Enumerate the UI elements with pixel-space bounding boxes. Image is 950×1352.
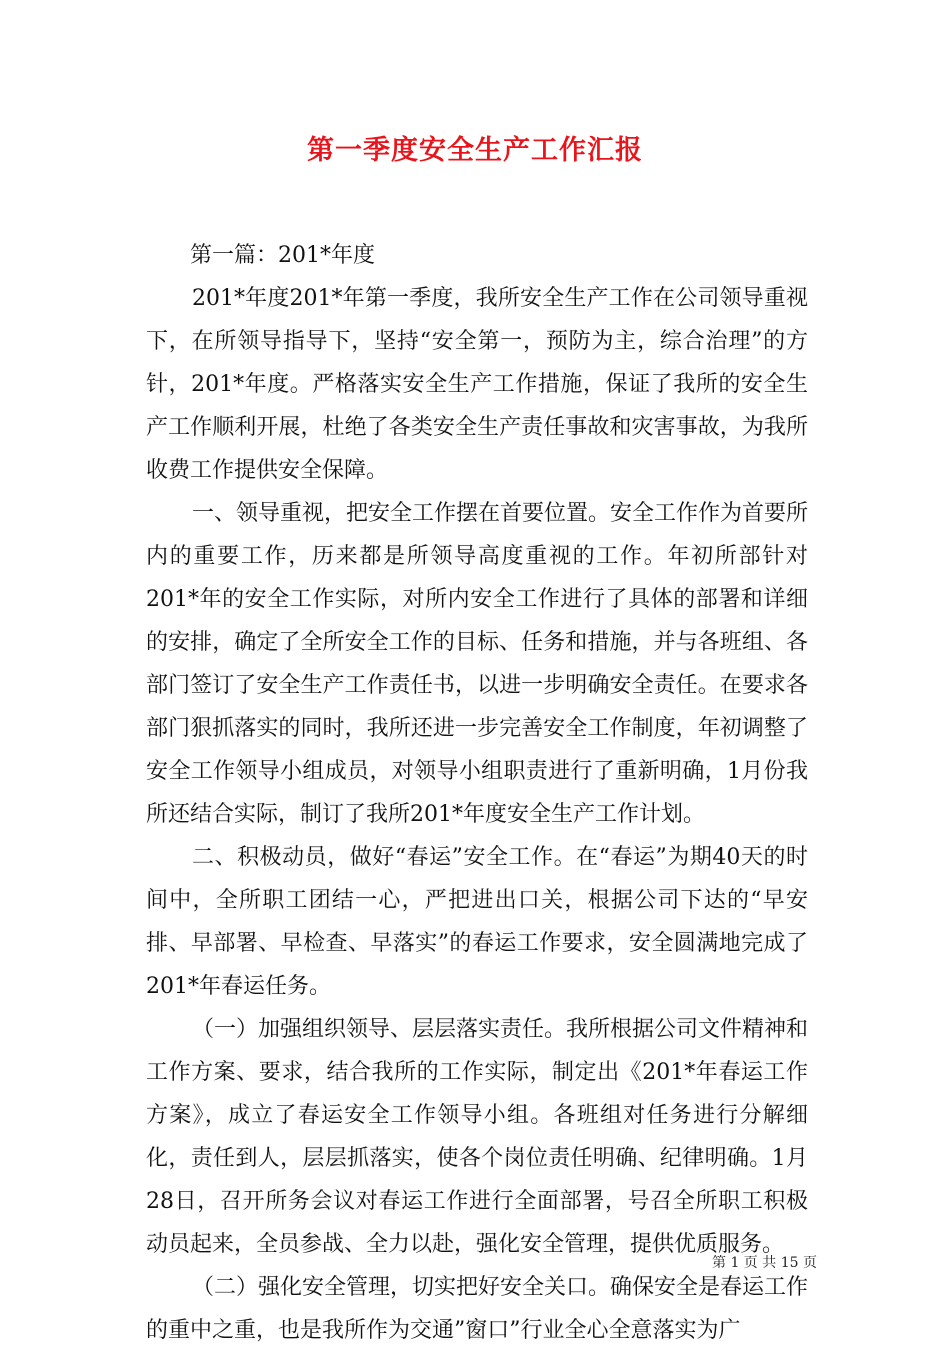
page-number: 第 1 页 共 15 页 bbox=[712, 1255, 817, 1271]
paragraph: 二、积极动员，做好“春运”安全工作。在“春运”为期40天的时间中，全所职工团结一心，严把进出口关，根据公司下达的“早安排、早部署、早检查、早落实”的春运工作要求，安全圆满地完成了201*年春运任务。 bbox=[146, 845, 808, 999]
paragraph: 一、领导重视，把安全工作摆在首要位置。安全工作作为首要所内的重要工作，历来都是所领导高度重视的工作。年初所部针对201*年的安全工作实际，对所内安全工作进行了具体的部署和详细的安排，确定了全所安全工作的目标、任务和措施，并与各班组、各部门签订了安全生产工作责任书，以进一步明确安全责任。在要求各部门狠抓落实的同时，我所还进一步完善安全工作制度，年初调整了安全工作领导小组成员，对领导小组职责进行了重新明确，1月份我所还结合实际，制订了我所201*年度安全生产工作计划。 bbox=[146, 501, 809, 827]
document-body bbox=[146, 234, 808, 1352]
paragraph: （一）加强组织领导、层层落实责任。我所根据公司文件精神和工作方案、要求，结合我所的工作实际，制定出《201*年春运工作方案》，成立了春运安全工作领导小组。各班组对任务进行分解细化，责任到人，层层抓落实，使各个岗位责任明确、纪律明确。1月28日，召开所务会议对春运工作进行全面部署，号召全所职工积极动员起来，全员参战、全力以赴，强化安全管理，提供优质服务。 bbox=[146, 1017, 809, 1257]
section-heading: 第一篇：201*年度 bbox=[190, 243, 375, 268]
paragraph: （二）强化安全管理，切实把好安全关口。确保安全是春运工作的重中之重，也是我所作为交通”窗口”行业全心全意落实为广 bbox=[146, 1275, 809, 1343]
document-title: 第一季度安全生产工作汇报 bbox=[307, 135, 643, 166]
paragraph: 201*年度201*年第一季度，我所安全生产工作在公司领导重视下，在所领导指导下，坚持“安全第一，预防为主，综合治理”的方针，201*年度。严格落实安全生产工作措施，保证了我所的安全生产工作顺利开展，杜绝了各类安全生产责任事故和灾害事故，为我所收费工作提供安全保障。 bbox=[146, 286, 808, 483]
